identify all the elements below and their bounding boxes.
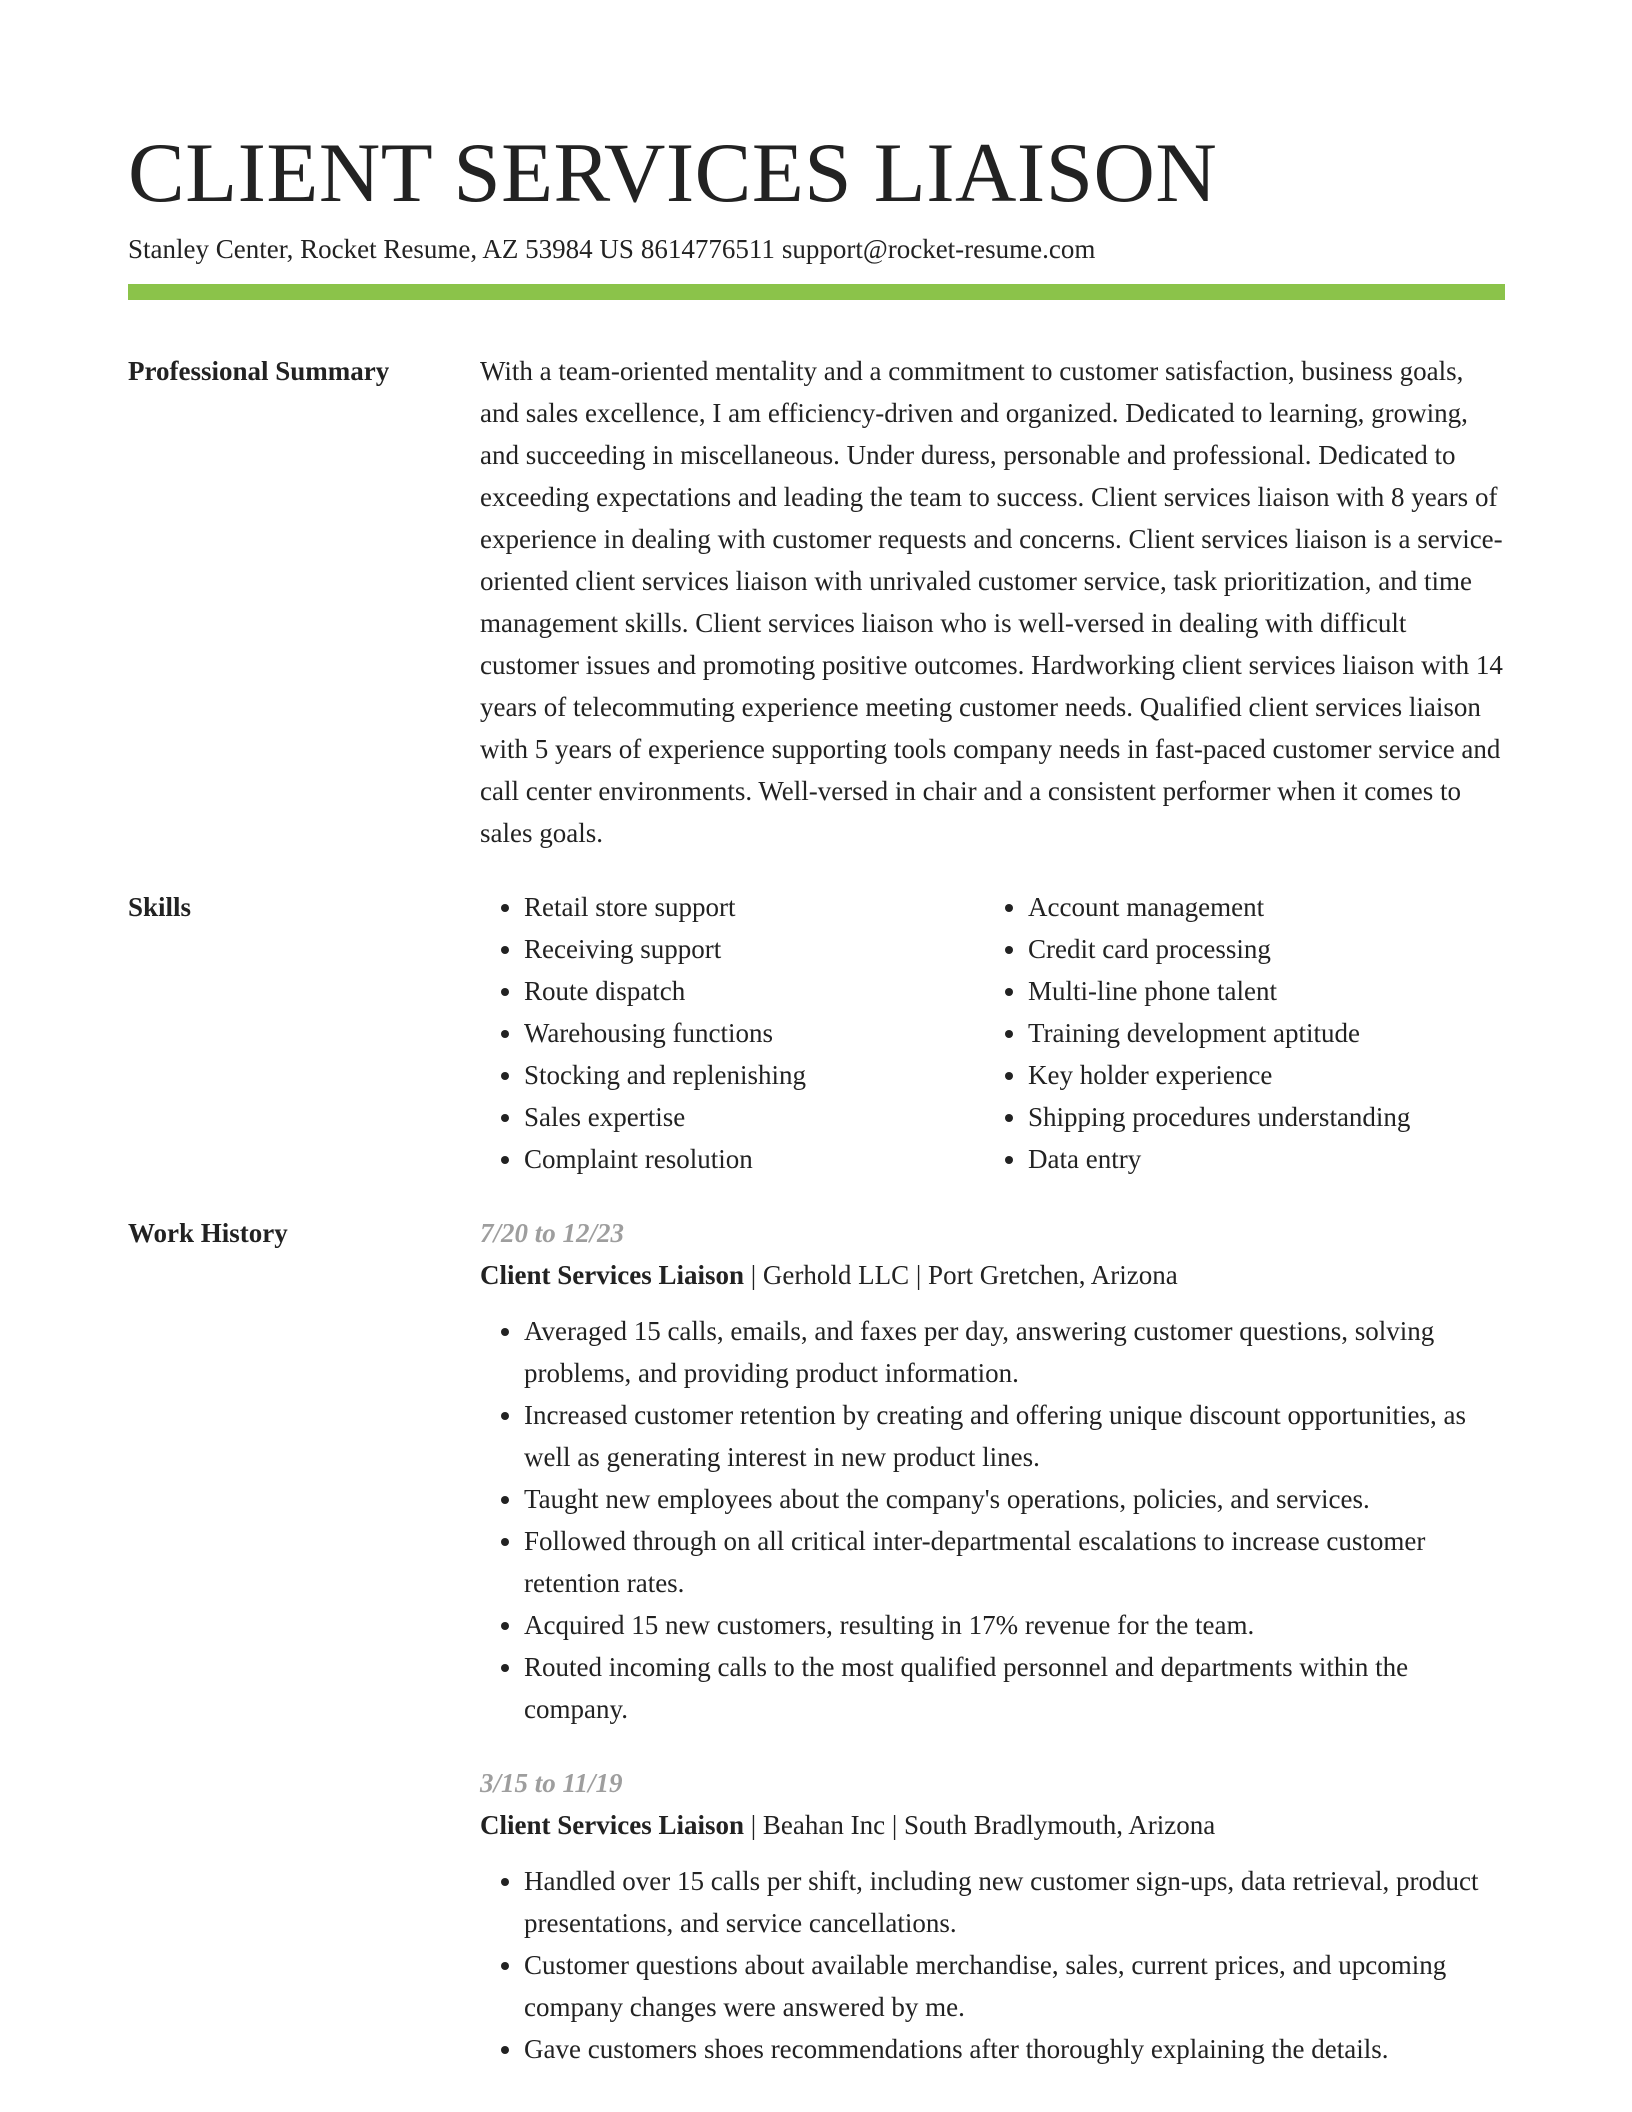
summary-heading: Professional Summary	[128, 356, 390, 386]
contact-address: Stanley Center, Rocket Resume, AZ 53984 US	[128, 234, 634, 264]
job-bullet: • Handled over 15 calls per shift, including new customer sign-ups, data retrieval, product presentations, and service cancellations.	[524, 1860, 1505, 1944]
job-dates: 3/15 to 11/19	[480, 1768, 623, 1798]
header-divider	[128, 284, 1505, 300]
job-entry	[480, 1212, 1505, 1730]
skills-list-right	[984, 886, 1488, 1180]
skill-item: • Retail store support	[524, 886, 984, 928]
contact-email: support@rocket-resume.com	[781, 234, 1096, 264]
skill-item: • Complaint resolution	[524, 1138, 984, 1180]
job-company: Beahan Inc	[762, 1810, 886, 1840]
skill-item: • Route dispatch	[524, 970, 984, 1012]
summary-body	[480, 350, 1505, 854]
skills-heading: Skills	[128, 892, 192, 922]
resume-page	[128, 0, 1505, 2070]
job-location: South Bradlymouth, Arizona	[904, 1810, 1216, 1840]
job-title: Client Services Liaison	[480, 1260, 744, 1290]
skill-item: • Key holder experience	[1028, 1054, 1488, 1096]
job-bullet: • Increased customer retention by creating and offering unique discount opportunities, as well as generating interest in new product lines.	[524, 1394, 1505, 1478]
summary-text: With a team-oriented mentality and a commitment to customer satisfaction, business goals, and sales excellence, I am efficiency-driven and organized. Dedicated to learning, growing, and succeeding in miscellaneous. Under duress, personable and professional. Dedicated to exceeding expectations and leading the team to success. Client services liaison with 8 years of experience in dealing with customer requests and concerns. Client services liaison is a service-oriented client services liaison with unrivaled customer service, task prioritization, and time management skills. Client services liaison who is well-versed in dealing with difficult customer issues and promoting positive outcomes. Hardworking client services liaison with 14 years of telecommuting experience meeting customer needs. Qualified client services liaison with 5 years of experience supporting tools company needs in fast-paced customer service and call center environments. Well-versed in chair and a consistent performer when it comes to sales goals.	[480, 356, 1503, 848]
skills-columns	[480, 886, 1505, 1180]
skill-item: • Receiving support	[524, 928, 984, 970]
contact-line	[128, 230, 1505, 268]
work-history-section	[128, 1212, 1505, 2070]
skill-item: • Warehousing functions	[524, 1012, 984, 1054]
job-heading: Client Services Liaison | Gerhold LLC | Port Gretchen, Arizona	[480, 1260, 1178, 1290]
job-location: Port Gretchen, Arizona	[928, 1260, 1178, 1290]
job-heading: Client Services Liaison | Beahan Inc | South Bradlymouth, Arizona	[480, 1810, 1216, 1840]
contact-phone: 8614776511	[640, 234, 775, 264]
summary-section	[128, 350, 1505, 854]
job-bullet: • Routed incoming calls to the most qualified personnel and departments within the company.	[524, 1646, 1505, 1730]
job-company: Gerhold LLC	[762, 1260, 910, 1290]
skills-list-left	[480, 886, 984, 1180]
job-bullets	[480, 1310, 1505, 1730]
job-bullet: • Customer questions about available merchandise, sales, current prices, and upcoming company changes were answered by me.	[524, 1944, 1505, 2028]
job-title: Client Services Liaison	[480, 1810, 744, 1840]
skill-item: • Shipping procedures understanding	[1028, 1096, 1488, 1138]
job-dates: 7/20 to 12/23	[480, 1218, 625, 1248]
work-history-body	[480, 1212, 1505, 2070]
job-bullet: • Followed through on all critical inter-departmental escalations to increase customer retention rates.	[524, 1520, 1505, 1604]
job-bullet: • Averaged 15 calls, emails, and faxes per day, answering customer questions, solving problems, and providing product information.	[524, 1310, 1505, 1394]
skill-item: • Account management	[1028, 886, 1488, 928]
skill-item: • Multi-line phone talent	[1028, 970, 1488, 1012]
skill-item: • Sales expertise	[524, 1096, 984, 1138]
job-entry	[480, 1762, 1505, 2070]
skill-item: • Credit card processing	[1028, 928, 1488, 970]
job-bullet: • Acquired 15 new customers, resulting in 17% revenue for the team.	[524, 1604, 1505, 1646]
skill-item: • Training development aptitude	[1028, 1012, 1488, 1054]
work-history-heading: Work History	[128, 1218, 288, 1248]
job-bullet: • Gave customers shoes recommendations after thoroughly explaining the details.	[524, 2028, 1505, 2070]
job-bullet: • Taught new employees about the company's operations, policies, and services.	[524, 1478, 1505, 1520]
skills-section	[128, 886, 1505, 1180]
job-bullets	[480, 1860, 1505, 2070]
candidate-title: CLIENT SERVICES LIAISON	[128, 126, 1218, 220]
skill-item: • Stocking and replenishing	[524, 1054, 984, 1096]
skill-item: • Data entry	[1028, 1138, 1488, 1180]
